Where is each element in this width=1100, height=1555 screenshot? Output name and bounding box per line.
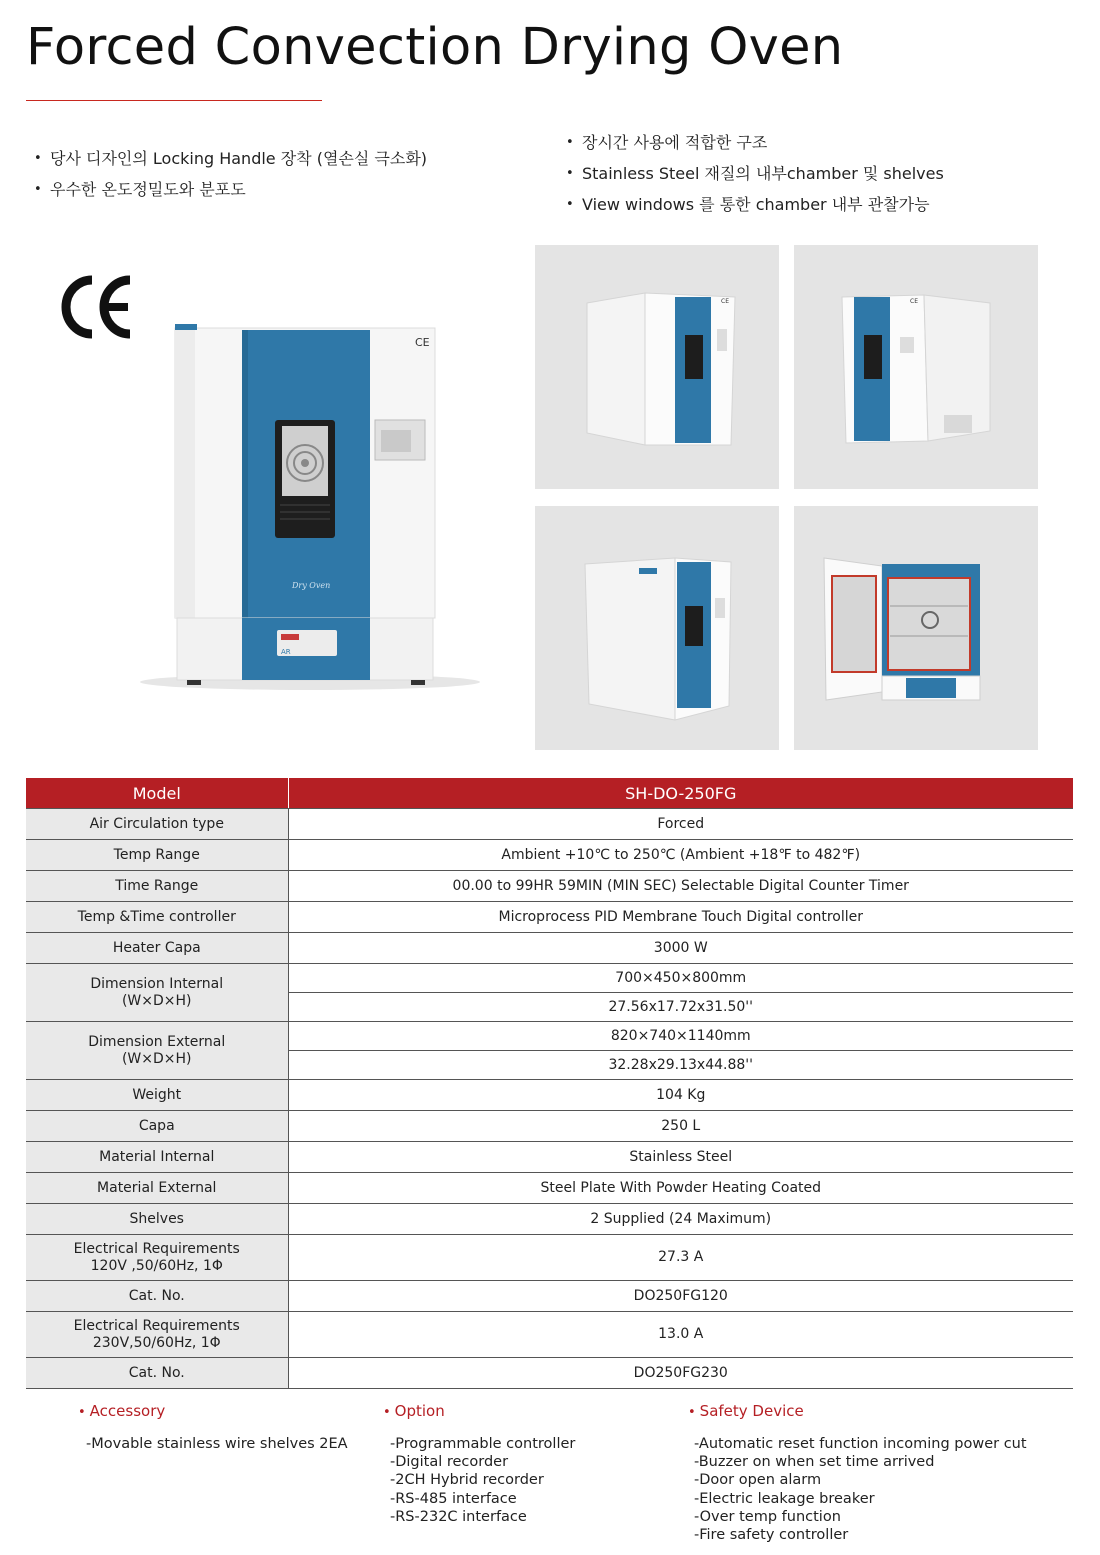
safety-item: -Electric leakage breaker <box>694 1490 875 1507</box>
title-underline <box>26 100 322 101</box>
spec-row-weight <box>26 1080 1073 1111</box>
safety-item: -Buzzer on when set time arrived <box>694 1454 935 1471</box>
spec-value: 00.00 to 99HR 59MIN (MIN SEC) Selectable Digital Counter Timer <box>288 871 1073 902</box>
spec-value: Microprocess PID Membrane Touch Digital controller <box>288 902 1073 933</box>
option-item: -2CH Hybrid recorder <box>390 1472 544 1489</box>
spec-label-line: (W×D×H) <box>121 1050 192 1067</box>
spec-label-line: Electrical Requirements <box>73 1240 240 1257</box>
feature-item: • Stainless Steel 재질의 내부chamber 및 shelves <box>562 162 944 193</box>
spec-label-line: Dimension External <box>88 1033 226 1050</box>
product-photo-front-right <box>794 245 1038 489</box>
spec-value: Forced <box>288 809 1073 840</box>
ce-mark-icon <box>60 272 135 342</box>
spec-row-cat-230 <box>26 1358 1073 1389</box>
spec-value: 2 Supplied (24 Maximum) <box>288 1204 1073 1235</box>
spec-row-cat-120 <box>26 1281 1073 1312</box>
spec-row-heater <box>26 933 1073 964</box>
spec-label <box>26 1022 288 1080</box>
feature-list-right <box>562 131 944 224</box>
spec-value: 700×450×800mm <box>288 964 1073 993</box>
spec-value: 820×740×1140mm <box>288 1022 1073 1051</box>
door-label: Dry Oven <box>292 581 331 590</box>
spec-value: Ambient +10℃ to 250℃ (Ambient +18℉ to 482℉) <box>288 840 1073 871</box>
spec-value: Stainless Steel <box>288 1142 1073 1173</box>
option-item: -Programmable controller <box>390 1436 576 1452</box>
safety-item: -Over temp function <box>694 1508 841 1525</box>
svg-text:CE: CE <box>721 298 729 305</box>
option-item: -RS-485 interface <box>390 1490 517 1507</box>
accessory-item: -Movable stainless wire shelves 2EA <box>86 1436 348 1452</box>
spec-header-label: Model <box>26 778 288 809</box>
spec-label: Temp &Time controller <box>26 902 288 933</box>
bullet-dot-icon: • <box>383 1405 391 1420</box>
product-main-photo <box>125 300 495 695</box>
feature-item: • 장시간 사용에 적합한 구조 <box>562 131 944 162</box>
spec-label: Shelves <box>26 1204 288 1235</box>
spec-label-line: 230V,50/60Hz, 1Φ <box>92 1334 221 1351</box>
spec-row-capa <box>26 1111 1073 1142</box>
feature-item: • View windows 를 통한 chamber 내부 관찰가능 <box>562 193 944 224</box>
spec-label: Time Range <box>26 871 288 902</box>
spec-label: Air Circulation type <box>26 809 288 840</box>
spec-row-dim-internal <box>26 964 1073 993</box>
option-heading <box>383 1402 445 1420</box>
spec-table <box>26 778 1073 1389</box>
spec-value: 32.28x29.13x44.88'' <box>288 1051 1073 1080</box>
spec-label: Cat. No. <box>26 1358 288 1389</box>
svg-text:CE: CE <box>910 298 918 305</box>
option-heading-text: Option <box>394 1402 445 1420</box>
spec-header-row <box>26 778 1073 809</box>
spec-label-line: Dimension Internal <box>90 975 224 992</box>
spec-label: Material Internal <box>26 1142 288 1173</box>
spec-row-temp-range <box>26 840 1073 871</box>
product-photo-side-left <box>535 506 779 750</box>
spec-value: Steel Plate With Powder Heating Coated <box>288 1173 1073 1204</box>
safety-heading <box>688 1402 804 1420</box>
spec-label: Cat. No. <box>26 1281 288 1312</box>
spec-value: 27.3 A <box>288 1235 1073 1281</box>
page-title: Forced Convection Drying Oven <box>26 18 844 77</box>
spec-row-material-internal <box>26 1142 1073 1173</box>
spec-row-time-range <box>26 871 1073 902</box>
feature-item: • 당사 디자인의 Locking Handle 장착 (열손실 극소화) <box>30 147 427 178</box>
safety-list <box>694 1435 1027 1544</box>
spec-label: Material External <box>26 1173 288 1204</box>
spec-label-line: (W×D×H) <box>121 992 192 1009</box>
spec-label-line: 120V ,50/60Hz, 1Φ <box>90 1257 223 1274</box>
accessory-heading-text: Accessory <box>89 1402 166 1420</box>
spec-label: Weight <box>26 1080 288 1111</box>
spec-row-air-circulation <box>26 809 1073 840</box>
option-item: -RS-232C interface <box>390 1508 527 1525</box>
spec-header-value: SH-DO-250FG <box>288 778 1073 809</box>
bullet-dot-icon: • <box>688 1405 696 1420</box>
accessory-heading <box>78 1402 165 1420</box>
spec-value: 104 Kg <box>288 1080 1073 1111</box>
spec-row-controller <box>26 902 1073 933</box>
panel-logo: AR <box>281 648 291 656</box>
spec-row-shelves <box>26 1204 1073 1235</box>
spec-row-elec-120 <box>26 1235 1073 1281</box>
spec-value: DO250FG120 <box>288 1281 1073 1312</box>
spec-label: Capa <box>26 1111 288 1142</box>
spec-row-material-external <box>26 1173 1073 1204</box>
option-list <box>390 1435 575 1526</box>
accessory-list <box>86 1435 348 1453</box>
spec-value: 27.56x17.72x31.50'' <box>288 993 1073 1022</box>
option-item: -Digital recorder <box>390 1454 509 1471</box>
product-photo-front-left <box>535 245 779 489</box>
spec-value: DO250FG230 <box>288 1358 1073 1389</box>
spec-label-line: Electrical Requirements <box>73 1317 240 1334</box>
safety-item: -Automatic reset function incoming power cut <box>694 1436 1027 1452</box>
feature-list-left <box>30 147 427 209</box>
spec-row-dim-external <box>26 1022 1073 1051</box>
feature-item: • 우수한 온도정밀도와 분포도 <box>30 178 427 209</box>
svg-text:CE: CE <box>415 336 430 349</box>
bullet-dot-icon: • <box>78 1405 86 1420</box>
spec-label <box>26 1312 288 1358</box>
safety-item: -Fire safety controller <box>694 1526 849 1543</box>
spec-value: 250 L <box>288 1111 1073 1142</box>
spec-row-elec-230 <box>26 1312 1073 1358</box>
product-photo-door-open <box>794 506 1038 750</box>
spec-label <box>26 964 288 1022</box>
safety-heading-text: Safety Device <box>699 1402 804 1420</box>
spec-label: Heater Capa <box>26 933 288 964</box>
spec-label <box>26 1235 288 1281</box>
spec-value: 3000 W <box>288 933 1073 964</box>
safety-item: -Door open alarm <box>694 1472 822 1489</box>
spec-label: Temp Range <box>26 840 288 871</box>
spec-value: 13.0 A <box>288 1312 1073 1358</box>
